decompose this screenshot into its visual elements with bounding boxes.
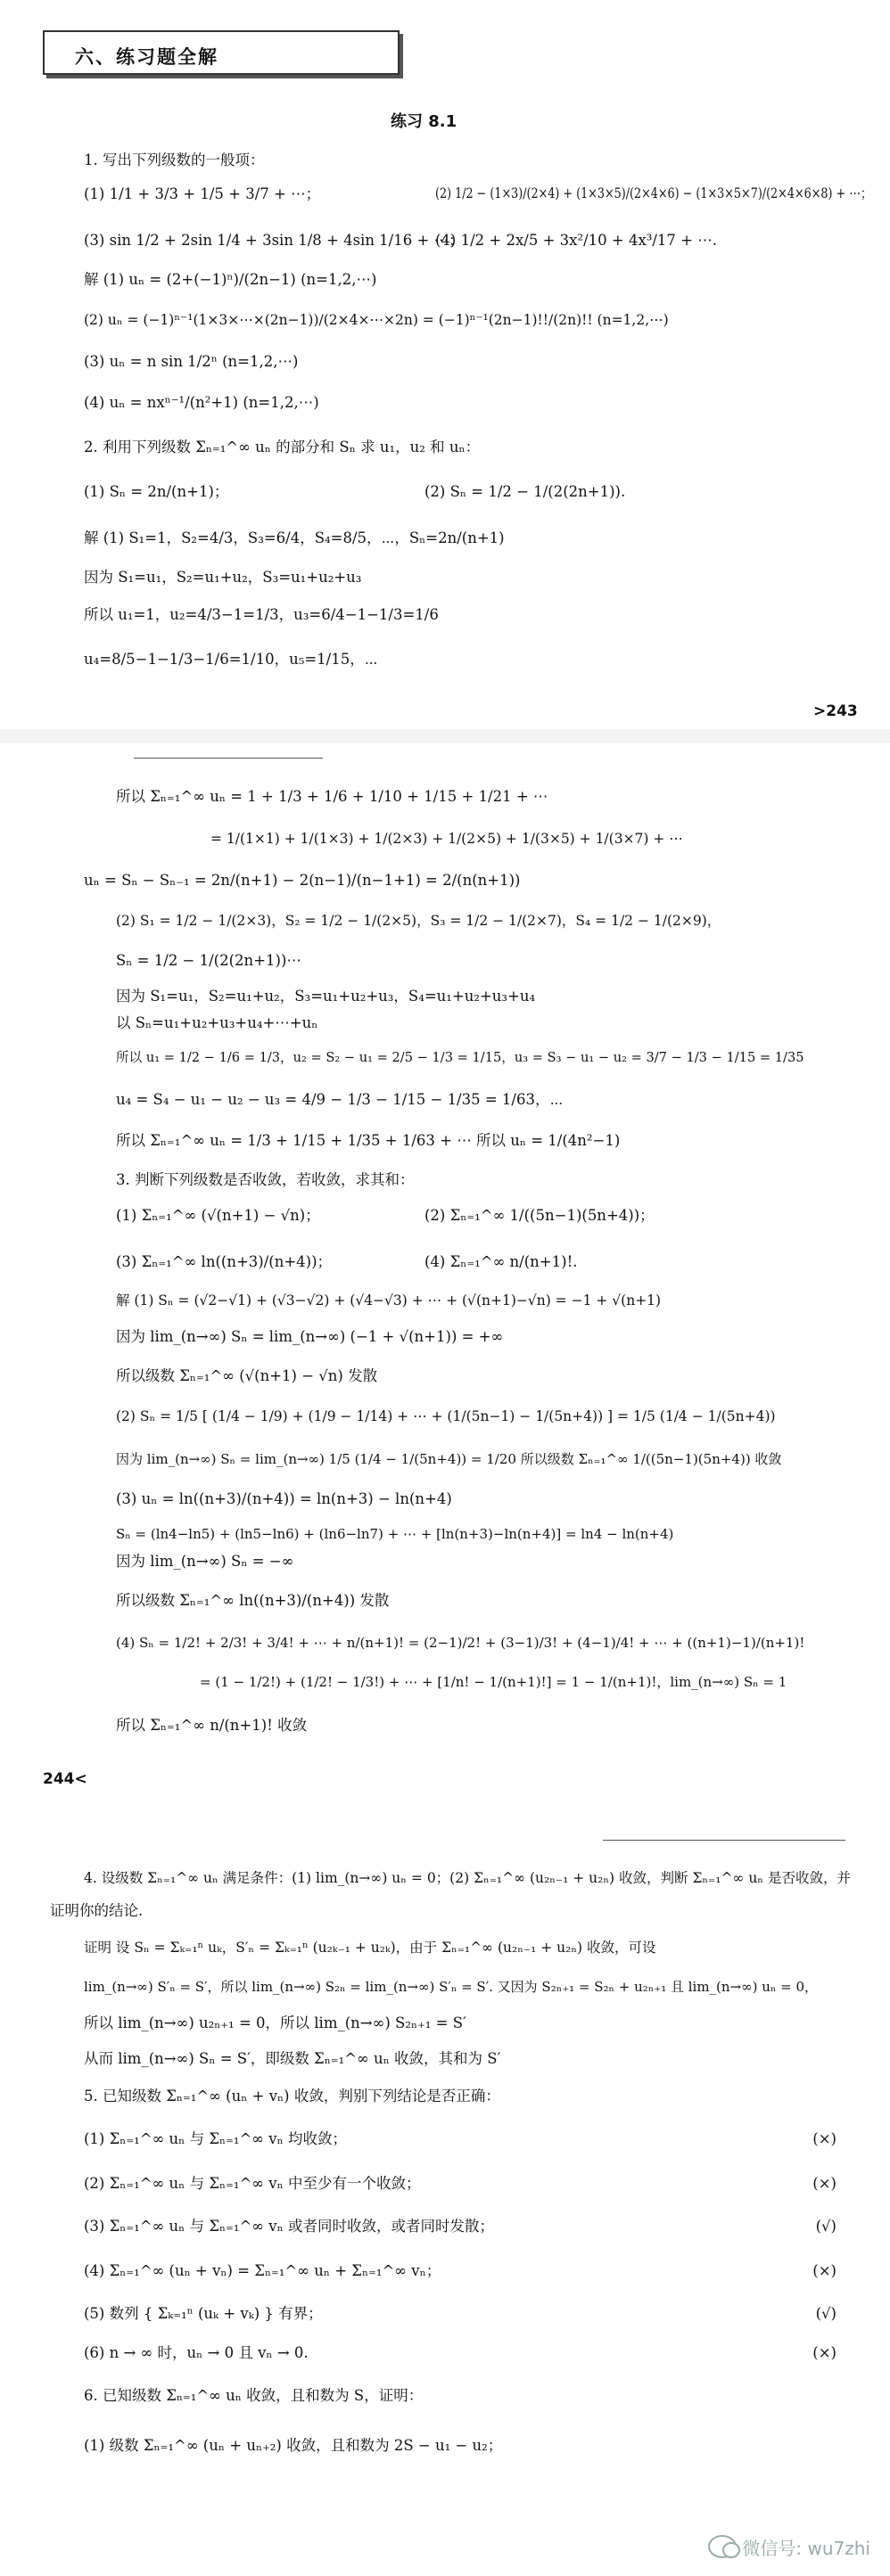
q6-item-1: (1) 级数 Σₙ₌₁^∞ (uₙ + uₙ₊₂) 收敛，且和数为 2S − u₁ − u₂； <box>84 2437 503 2454</box>
wechat-icon <box>708 2535 737 2558</box>
q3-item-1: (1) Σₙ₌₁^∞ (√(n+1) − √n)； <box>116 1207 320 1224</box>
q3-sol-8: 因为 lim_(n→∞) Sₙ = −∞ <box>116 1553 294 1570</box>
q3-sol-5: 因为 lim_(n→∞) Sₙ = lim_(n→∞) 1/5 (1/4 − 1/(5n+4)) = 1/20 所以级数 Σₙ₌₁^∞ 1/((5n−1)(5n+4)) 收敛 <box>116 1451 782 1467</box>
q3-sol-3: 所以级数 Σₙ₌₁^∞ (√(n+1) − √n) 发散 <box>116 1367 378 1384</box>
page-top-rule <box>134 758 323 759</box>
p2-line-6: 因为 S₁=u₁，S₂=u₁+u₂，S₃=u₁+u₂+u₃，S₄=u₁+u₂+u₃+u₄ <box>116 988 536 1005</box>
p2-line-5: Sₙ = 1/2 − 1/(2(2n+1))⋯ <box>116 952 301 969</box>
q2-sol-4: u₄=8/5−1−1/3−1/6=1/10，u₅=1/15，⋯ <box>84 651 378 668</box>
q4-proof-1: 证明 设 Sₙ = Σₖ₌₁ⁿ uₖ，S′ₙ = Σₖ₌₁ⁿ (u₂ₖ₋₁ + u₂ₖ)，由于 Σₙ₌₁^∞ (u₂ₙ₋₁ + u₂ₙ) 收敛，可设 <box>84 1940 656 1956</box>
p2-line-10: 所以 Σₙ₌₁^∞ uₙ = 1/3 + 1/15 + 1/35 + 1/63 + ⋯ 所以 uₙ = 1/(4n²−1) <box>116 1132 621 1149</box>
q1-sol-2: (2) uₙ = (−1)ⁿ⁻¹(1×3×⋯×(2n−1))/(2×4×⋯×2n) = (−1)ⁿ⁻¹(2n−1)!!/(2n)!! (n=1,2,⋯) <box>84 312 669 328</box>
page-bottom-rule <box>603 1840 845 1841</box>
p2-line-3: uₙ = Sₙ − Sₙ₋₁ = 2n/(n+1) − 2(n−1)/(n−1+1) = 2/(n(n+1)) <box>84 872 521 889</box>
q3-stem: 3. 判断下列级数是否收敛，若收敛，求其和： <box>116 1171 415 1188</box>
q2-sol-3: 所以 u₁=1，u₂=4/3−1=1/3，u₃=6/4−1−1/3=1/6 <box>84 606 439 623</box>
p2-line-8: 所以 u₁ = 1/2 − 1/6 = 1/3，u₂ = S₂ − u₁ = 2/5 − 1/3 = 1/15，u₃ = S₃ − u₁ − u₂ = 3/7 − 1/3 − 1/15 = 1/35 <box>116 1050 804 1065</box>
q2-sol-1: 解 (1) S₁=1，S₂=4/3，S₃=6/4，S₄=8/5，⋯，Sₙ=2n/(n+1) <box>84 529 505 546</box>
q5-mark-3: (√) <box>815 2218 836 2235</box>
q3-sol-1: 解 (1) Sₙ = (√2−√1) + (√3−√2) + (√4−√3) + ⋯ + (√(n+1)−√n) = −1 + √(n+1) <box>116 1292 662 1309</box>
q1-item-4: (4) 1/2 + 2x/5 + 3x²/10 + 4x³/17 + ⋯. <box>435 232 717 249</box>
q1-item-2: (2) 1/2 − (1×3)/(2×4) + (1×3×5)/(2×4×6) − (1×3×5×7)/(2×4×6×8) + ⋯； <box>435 185 872 201</box>
q5-stem: 5. 已知级数 Σₙ₌₁^∞ (uₙ + vₙ) 收敛，判别下列结论是否正确： <box>84 2088 500 2104</box>
q4-stem: 4. 设级数 Σₙ₌₁^∞ uₙ 满足条件：(1) lim_(n→∞) uₙ = 0；(2) Σₙ₌₁^∞ (u₂ₙ₋₁ + u₂ₙ) 收敛，判断 Σₙ₌₁^∞ uₙ 是否收敛，并 <box>84 1870 851 1886</box>
q2-item-1: (1) Sₙ = 2n/(n+1)； <box>84 483 229 500</box>
q3-sol-6: (3) uₙ = ln((n+3)/(n+4)) = ln(n+3) − ln(n+4) <box>116 1490 452 1507</box>
q3-sol-12: 所以 Σₙ₌₁^∞ n/(n+1)! 收敛 <box>116 1717 308 1734</box>
q1-item-1: (1) 1/1 + 3/3 + 1/5 + 3/7 + ⋯； <box>84 185 321 202</box>
p2-line-9: u₄ = S₄ − u₁ − u₂ − u₃ = 4/9 − 1/3 − 1/15 − 1/35 = 1/63，⋯ <box>116 1091 564 1108</box>
q5-item-5: (5) 数列 { Σₖ₌₁ⁿ (uₖ + vₖ) } 有界； <box>84 2305 323 2322</box>
watermark-text: 微信号: wu7zhi <box>742 2538 870 2559</box>
q5-mark-4: (×) <box>812 2262 836 2279</box>
page-break <box>0 729 890 743</box>
q5-item-6: (6) n → ∞ 时，uₙ → 0 且 vₙ → 0. <box>84 2344 309 2361</box>
q1-stem: 1. 写出下列级数的一般项： <box>84 152 265 168</box>
q3-sol-2: 因为 lim_(n→∞) Sₙ = lim_(n→∞) (−1 + √(n+1)) = +∞ <box>116 1328 504 1345</box>
q4-proof-4: 从而 lim_(n→∞) Sₙ = S′，即级数 Σₙ₌₁^∞ uₙ 收敛，其和为 S′ <box>84 2050 501 2067</box>
page-number-244: 244< <box>43 1770 87 1788</box>
q3-sol-9: 所以级数 Σₙ₌₁^∞ ln((n+3)/(n+4)) 发散 <box>116 1592 390 1609</box>
q3-item-3: (3) Σₙ₌₁^∞ ln((n+3)/(n+4))； <box>116 1253 333 1270</box>
q3-sol-10: (4) Sₙ = 1/2! + 2/3! + 3/4! + ⋯ + n/(n+1)! = (2−1)/2! + (3−1)/3! + (4−1)/4! + ⋯ + ((n+1)−1)/(n+1)! <box>116 1635 805 1651</box>
q1-sol-3: (3) uₙ = n sin 1/2ⁿ (n=1,2,⋯) <box>84 353 299 370</box>
q5-mark-5: (√) <box>815 2305 836 2322</box>
q4-proof-3: 所以 lim_(n→∞) u₂ₙ₊₁ = 0，所以 lim_(n→∞) S₂ₙ₊₁ = S′ <box>84 2014 466 2031</box>
q5-mark-2: (×) <box>812 2175 836 2192</box>
q3-sol-4: (2) Sₙ = 1/5 [ (1/4 − 1/9) + (1/9 − 1/14) + ⋯ + (1/(5n−1) − 1/(5n+4)) ] = 1/5 (1/4 − 1/(5n+4)) <box>116 1408 776 1424</box>
q2-sol-2: 因为 S₁=u₁，S₂=u₁+u₂，S₃=u₁+u₂+u₃ <box>84 569 362 586</box>
q1-sol-4: (4) uₙ = nxⁿ⁻¹/(n²+1) (n=1,2,⋯) <box>84 394 319 411</box>
exercise-title: 练习 8.1 <box>391 112 457 131</box>
q5-item-2: (2) Σₙ₌₁^∞ uₙ 与 Σₙ₌₁^∞ vₙ 中至少有一个收敛； <box>84 2175 421 2192</box>
page-number-243: >243 <box>813 702 858 720</box>
p2-line-1: 所以 Σₙ₌₁^∞ uₙ = 1 + 1/3 + 1/6 + 1/10 + 1/15 + 1/21 + ⋯ <box>116 788 548 805</box>
q5-item-1: (1) Σₙ₌₁^∞ uₙ 与 Σₙ₌₁^∞ vₙ 均收敛； <box>84 2130 347 2147</box>
q5-item-4: (4) Σₙ₌₁^∞ (uₙ + vₙ) = Σₙ₌₁^∞ uₙ + Σₙ₌₁^∞ vₙ； <box>84 2262 441 2279</box>
p2-line-7: 以 Sₙ=u₁+u₂+u₃+u₄+⋯+uₙ <box>116 1014 318 1031</box>
q5-item-3: (3) Σₙ₌₁^∞ uₙ 与 Σₙ₌₁^∞ vₙ 或者同时收敛，或者同时发散； <box>84 2218 494 2235</box>
watermark <box>708 2534 870 2560</box>
section-title: 六、练习题全解 <box>75 46 218 68</box>
q5-mark-1: (×) <box>812 2130 836 2147</box>
q6-stem: 6. 已知级数 Σₙ₌₁^∞ uₙ 收敛，且和数为 S，证明： <box>84 2387 424 2404</box>
q4-proof-2: lim_(n→∞) S′ₙ = S′，所以 lim_(n→∞) S₂ₙ = lim_(n→∞) S′ₙ = S′. 又因为 S₂ₙ₊₁ = S₂ₙ + u₂ₙ₊₁ 且 lim_(n→∞) uₙ = 0， <box>84 1979 819 1995</box>
q5-mark-6: (×) <box>812 2344 836 2361</box>
section-header-box <box>43 30 400 75</box>
q4-stem-2: 证明你的结论. <box>50 1902 144 1919</box>
q3-item-4: (4) Σₙ₌₁^∞ n/(n+1)!. <box>424 1253 578 1270</box>
q2-stem: 2. 利用下列级数 Σₙ₌₁^∞ uₙ 的部分和 Sₙ 求 u₁，u₂ 和 uₙ： <box>84 439 481 455</box>
q3-item-2: (2) Σₙ₌₁^∞ 1/((5n−1)(5n+4))； <box>424 1207 655 1224</box>
q1-item-3: (3) sin 1/2 + 2sin 1/4 + 3sin 1/8 + 4sin 1/16 + ⋯； <box>84 232 464 249</box>
q3-sol-11: = (1 − 1/2!) + (1/2! − 1/3!) + ⋯ + [1/n! − 1/(n+1)!] = 1 − 1/(n+1)!，lim_(n→∞) Sₙ = 1 <box>200 1674 787 1690</box>
q1-sol-1: 解 (1) uₙ = (2+(−1)ⁿ)/(2n−1) (n=1,2,⋯) <box>84 271 377 288</box>
q2-item-2: (2) Sₙ = 1/2 − 1/(2(2n+1)). <box>424 483 626 500</box>
q3-sol-7: Sₙ = (ln4−ln5) + (ln5−ln6) + (ln6−ln7) + ⋯ + [ln(n+3)−ln(n+4)] = ln4 − ln(n+4) <box>116 1526 674 1542</box>
p2-line-2: = 1/(1×1) + 1/(1×3) + 1/(2×3) + 1/(2×5) + 1/(3×5) + 1/(3×7) + ⋯ <box>210 831 683 847</box>
p2-line-4: (2) S₁ = 1/2 − 1/(2×3)，S₂ = 1/2 − 1/(2×5)，S₃ = 1/2 − 1/(2×7)，S₄ = 1/2 − 1/(2×9)， <box>116 913 721 929</box>
